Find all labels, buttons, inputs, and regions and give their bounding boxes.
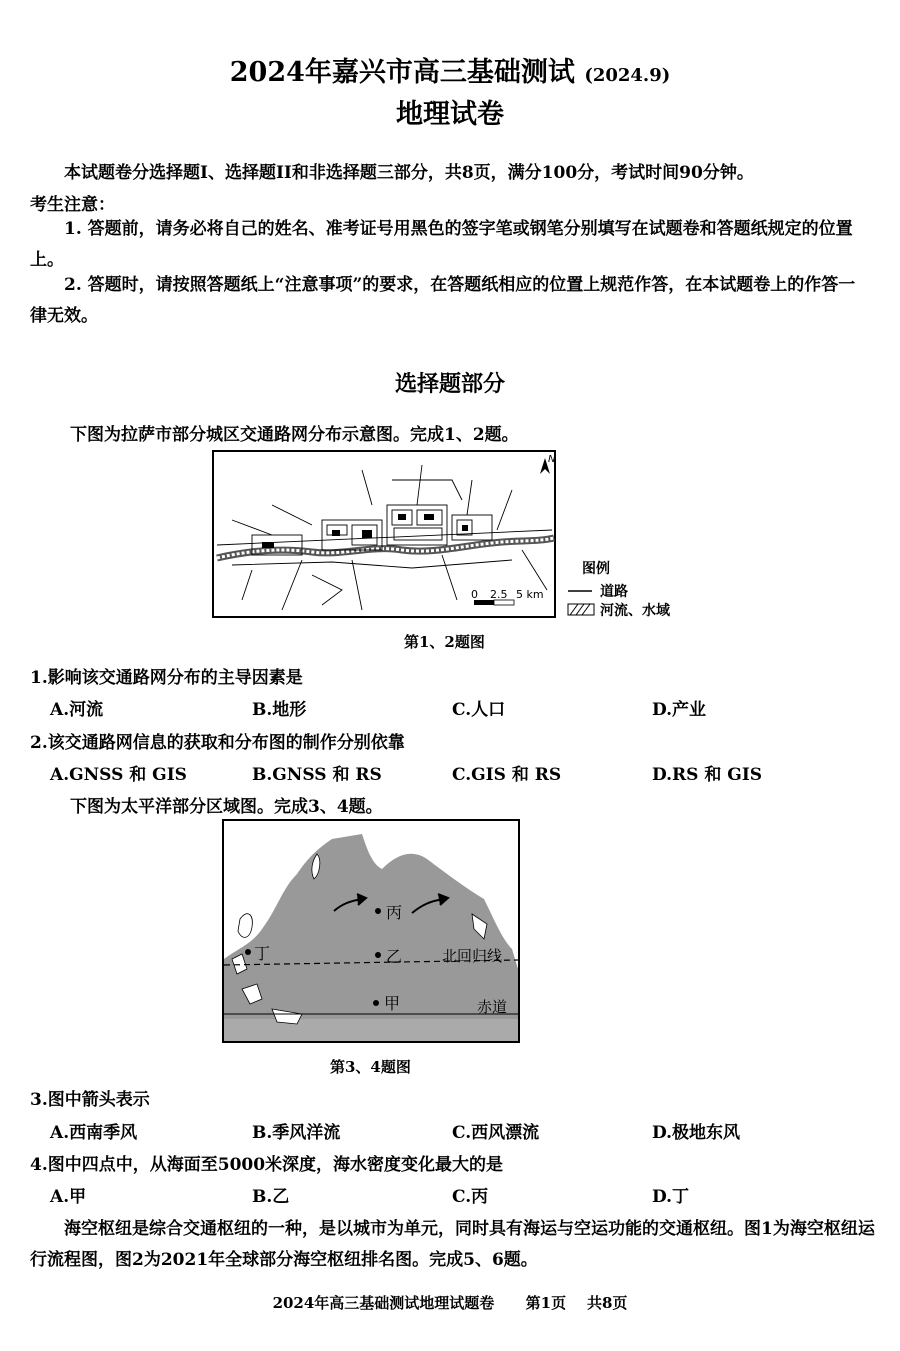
south-ocean-strip	[224, 1019, 518, 1041]
group3-stem: 海空枢纽是综合交通枢纽的一种，是以城市为单元，同时具有海运与空运功能的交通枢纽。图1为海空枢纽运行流程图，图2为2021年全球部分海空枢纽排名图。完成5、6题。	[30, 1219, 875, 1270]
q1-stem: 1.影响该交通路网分布的主导因素是	[30, 668, 303, 688]
point-jia	[373, 1000, 379, 1006]
lhasa-road-map	[212, 450, 702, 625]
q1-option-b: B.地形	[252, 700, 307, 720]
pacific-map	[222, 819, 520, 1043]
tropic-label: 北回归线	[442, 947, 503, 965]
instructions-intro: 本试题卷分选择题I、选择题II和非选择题三部分，共8页，满分100分，考试时间90分钟。	[64, 163, 754, 183]
q1-option-a: A.河流	[50, 700, 104, 720]
q2-option-c: C.GIS 和 RS	[452, 765, 562, 785]
north-label: N	[548, 454, 556, 465]
group1-stem: 下图为拉萨市部分城区交通路网分布示意图。完成1、2题。	[70, 425, 519, 445]
footer-page: 第1页	[525, 1294, 567, 1312]
exam-title-date: (2024.9)	[584, 65, 671, 86]
q3-option-d: D.极地东风	[652, 1123, 741, 1143]
figure2-caption: 第3、4题图	[330, 1058, 411, 1076]
label-yi: 乙	[386, 947, 403, 966]
q2-option-b: B.GNSS 和 RS	[252, 765, 382, 785]
q3-option-a: A.西南季风	[50, 1123, 138, 1143]
q4-option-c: C.丙	[452, 1187, 489, 1207]
notice-item-2: 2. 答题时，请按照答题纸上“注意事项”的要求，在答题纸相应的位置上规范作答，在本试题卷上的作答一律无效。	[30, 275, 856, 326]
footer-total: 共8页	[586, 1294, 628, 1312]
group2-stem: 下图为太平洋部分区域图。完成3、4题。	[70, 797, 383, 817]
q4-option-d: D.丁	[652, 1187, 690, 1207]
legend-water-symbol	[568, 604, 594, 615]
label-bing: 丙	[386, 903, 403, 922]
legend-title: 图例	[582, 561, 610, 577]
label-jia: 甲	[384, 994, 401, 1013]
legend-water-label: 河流、水域	[600, 603, 670, 619]
legend-road-label: 道路	[600, 584, 628, 600]
q3-stem: 3.图中箭头表示	[30, 1090, 150, 1110]
exam-subtitle: 地理试卷	[396, 99, 504, 130]
scale-label-2: 5 km	[516, 588, 544, 601]
page-footer	[0, 1292, 900, 1313]
point-yi	[375, 952, 381, 958]
q2-stem: 2.该交通路网信息的获取和分布图的制作分别依靠	[30, 733, 405, 753]
q4-stem: 4.图中四点中，从海面至5000米深度，海水密度变化最大的是	[30, 1155, 504, 1175]
equator-label: 赤道	[477, 998, 508, 1016]
q1-option-c: C.人口	[452, 700, 506, 720]
q4-option-a: A.甲	[50, 1187, 87, 1207]
point-bing	[375, 908, 381, 914]
label-ding: 丁	[254, 944, 271, 963]
exam-title	[0, 50, 900, 89]
notice-item-1: 1. 答题前，请务必将自己的姓名、准考证号用黑色的签字笔或钢笔分别填写在试题卷和答题纸规定的位置上。	[30, 219, 853, 270]
point-ding	[245, 949, 251, 955]
section-title: 选择题部分	[394, 371, 505, 397]
footer-title: 2024年高三基础测试地理试题卷	[272, 1294, 495, 1312]
scale-label-0: 0	[471, 588, 478, 601]
q2-option-a: A.GNSS 和 GIS	[50, 765, 187, 785]
q3-option-c: C.西风漂流	[452, 1123, 540, 1143]
scale-label-1: 2.5	[490, 588, 508, 601]
q3-option-b: B.季风洋流	[252, 1123, 341, 1143]
q1-option-d: D.产业	[652, 700, 707, 720]
figure1-caption: 第1、2题图	[404, 633, 485, 651]
q4-option-b: B.乙	[252, 1187, 290, 1207]
exam-title-main: 2024年嘉兴市高三基础测试	[229, 57, 575, 88]
q2-option-d: D.RS 和 GIS	[652, 765, 763, 785]
map-legend	[568, 560, 671, 619]
notice-label: 考生注意：	[30, 195, 115, 215]
